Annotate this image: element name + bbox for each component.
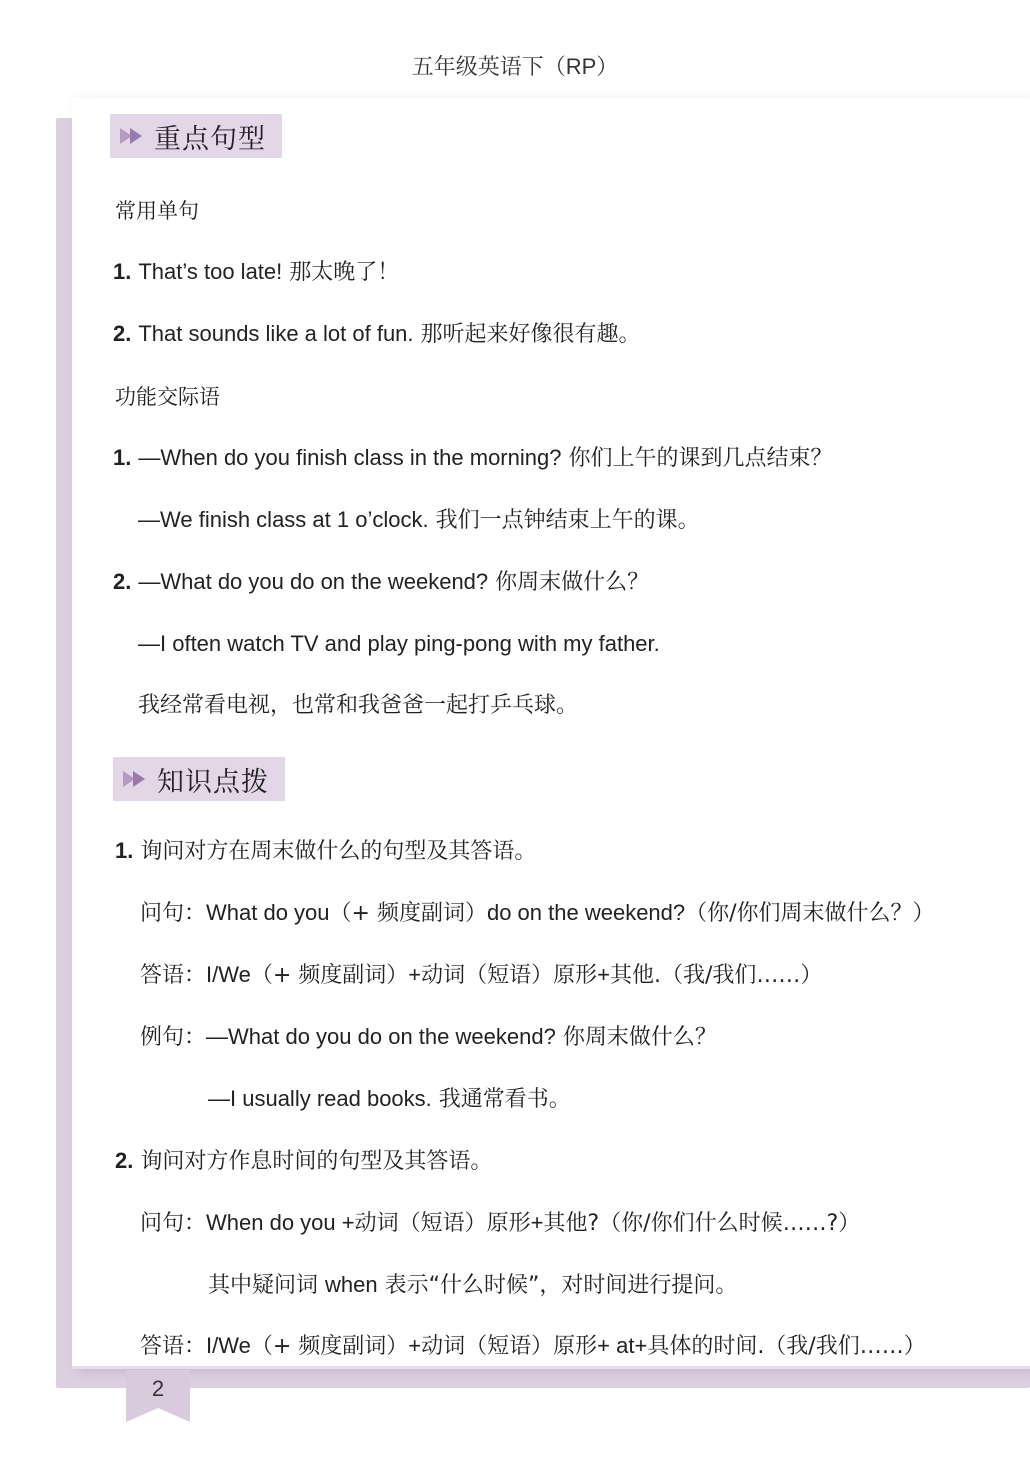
sentence-zh: 那太晚了！ bbox=[289, 260, 400, 285]
label-question: 问句： bbox=[140, 1211, 207, 1236]
example-en: —What do you do on the weekend? bbox=[206, 1024, 556, 1049]
example-zh: 你周末做什么？ bbox=[562, 1025, 717, 1050]
pattern-zh: 具体的时间.（我/我们……） bbox=[647, 1334, 926, 1359]
answer-en: —I often watch TV and play ping-pong with my father. bbox=[138, 631, 660, 656]
pattern-en: + bbox=[408, 962, 422, 987]
sentence-item bbox=[113, 319, 641, 350]
pattern-question bbox=[140, 898, 935, 929]
section-heading-key-sentences bbox=[110, 114, 282, 158]
question-en: —What do you do on the weekend? bbox=[138, 569, 489, 594]
note-zh: 其中疑问词 bbox=[208, 1273, 319, 1298]
item-number: 1. bbox=[113, 259, 132, 284]
pattern-zh: （+ 频度副词） bbox=[329, 901, 487, 926]
section-heading-knowledge-points bbox=[113, 757, 285, 801]
example-question bbox=[140, 1022, 717, 1053]
pattern-en: do on the weekend? bbox=[486, 900, 686, 925]
item-number: 2. bbox=[113, 321, 132, 346]
answer-zh: 我经常看电视，也常和我爸爸一起打乒乓球。 bbox=[138, 693, 579, 718]
pattern-zh: 其他.（我/我们……） bbox=[610, 963, 823, 988]
label-answer: 答语： bbox=[140, 1334, 207, 1359]
pattern-en: + bbox=[597, 962, 611, 987]
pattern-zh: （+ 频度副词） bbox=[250, 963, 409, 988]
page-number-tab bbox=[126, 1370, 190, 1422]
double-arrow-icon bbox=[121, 767, 151, 791]
example-en: —I usually read books. bbox=[208, 1086, 432, 1111]
item-number: 2. bbox=[113, 569, 132, 594]
label-question: 问句： bbox=[140, 901, 207, 926]
sentence-item bbox=[113, 257, 399, 288]
page-number: 2 bbox=[151, 1376, 165, 1401]
example-zh: 我通常看书。 bbox=[438, 1087, 571, 1112]
pattern-zh: 动词（短语）原形 bbox=[421, 1334, 598, 1359]
pattern-en: What do you bbox=[206, 900, 330, 925]
point-heading-text: 询问对方在周末做什么的句型及其答语。 bbox=[140, 839, 537, 864]
point-heading-text: 询问对方作息时间的句型及其答语。 bbox=[140, 1149, 493, 1174]
label-example: 例句： bbox=[140, 1025, 207, 1050]
sentence-zh: 那听起来好像很有趣。 bbox=[420, 322, 641, 347]
pattern-answer bbox=[140, 1331, 926, 1362]
pattern-zh: 动词（短语）原形 bbox=[421, 963, 598, 988]
dialog-question bbox=[113, 567, 649, 598]
answer-en: —We finish class at 1 o’clock. bbox=[138, 507, 429, 532]
item-number: 2. bbox=[115, 1148, 134, 1173]
sentence-en: That sounds like a lot of fun. bbox=[138, 321, 414, 346]
question-zh: 你周末做什么？ bbox=[495, 570, 650, 595]
pattern-zh: （+ 频度副词） bbox=[250, 1334, 409, 1359]
dialog-answer bbox=[138, 629, 660, 660]
subheading-functional-phrases: 功能交际语 bbox=[115, 385, 220, 409]
pattern-en: When do you + bbox=[206, 1210, 355, 1235]
pattern-zh: （你/你们周末做什么？） bbox=[685, 901, 935, 926]
pattern-answer bbox=[140, 960, 822, 991]
header-code: （RP） bbox=[543, 54, 619, 79]
subheading-common-sentences: 常用单句 bbox=[115, 199, 199, 223]
question-zh: 你们上午的课到几点结束？ bbox=[568, 446, 833, 471]
note-en: when bbox=[325, 1272, 378, 1297]
pattern-en: I/We bbox=[206, 1333, 251, 1358]
page-header bbox=[0, 50, 1030, 81]
pattern-en: + bbox=[530, 1210, 544, 1235]
label-answer: 答语： bbox=[140, 963, 207, 988]
header-title: 五年级英语下 bbox=[411, 55, 544, 80]
question-en: —When do you finish class in the morning? bbox=[138, 445, 562, 470]
item-number: 1. bbox=[115, 838, 134, 863]
answer-zh: 我们一点钟结束上午的课。 bbox=[435, 508, 700, 533]
dialog-answer bbox=[138, 505, 700, 536]
sentence-en: That’s too late! bbox=[138, 259, 283, 284]
note-zh: 表示“什么时候”，对时间进行提问。 bbox=[384, 1273, 738, 1298]
example-answer bbox=[208, 1084, 571, 1115]
pattern-question bbox=[140, 1208, 860, 1239]
pattern-en: + bbox=[408, 1333, 422, 1358]
dialog-question bbox=[113, 443, 832, 474]
pattern-en: + at+ bbox=[597, 1333, 648, 1358]
pattern-zh: 其他?（你/你们什么时候……?） bbox=[543, 1211, 861, 1236]
item-number: 1. bbox=[113, 445, 132, 470]
point-heading bbox=[115, 836, 536, 867]
section-title: 知识点拨 bbox=[157, 766, 269, 798]
pattern-en: I/We bbox=[206, 962, 251, 987]
note-line bbox=[208, 1270, 737, 1301]
point-heading bbox=[115, 1146, 492, 1177]
section-title: 重点句型 bbox=[154, 123, 266, 155]
double-arrow-icon bbox=[118, 124, 148, 148]
pattern-zh: 动词（短语）原形 bbox=[354, 1211, 531, 1236]
